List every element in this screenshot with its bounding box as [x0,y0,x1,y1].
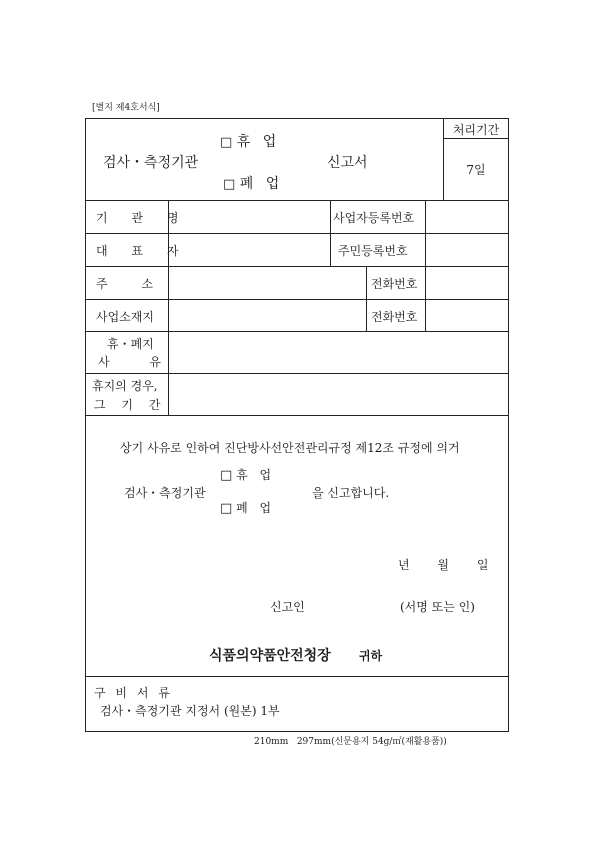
resident-reg-no-field[interactable] [427,235,506,264]
addressee: 식품의약품안전청장 [209,648,331,664]
processing-value: 7일 [466,163,486,177]
label-org-name: 기 관 명 [96,211,189,225]
label-phone: 전화번호 [371,277,418,291]
title-option-2: □ 폐 업 [223,176,284,192]
form-label: [별지 제4호서식] [92,103,160,113]
phone-2-field[interactable] [427,301,506,329]
attachments-header: 구 비 서 류 [94,686,173,700]
org-name-field[interactable] [170,202,328,231]
label-resident-reg-no: 주민등록번호 [338,244,408,258]
date-line: 년 월 일 [398,558,489,572]
declaration-option-2: □ 폐 업 [220,501,276,516]
title-option-1: □ 휴 업 [220,134,281,150]
label-address: 주 소 [96,277,153,291]
period-field[interactable] [170,375,506,413]
checkbox-icon: □ [223,177,236,192]
address-field[interactable] [170,268,364,297]
declaration-suffix: 을 신고합니다. [312,486,390,500]
office-location-field[interactable] [170,301,364,329]
title-suffix: 신고서 [327,155,368,171]
declarant-label: 신고인 [270,600,305,614]
reason-field[interactable] [170,333,506,371]
honorific: 귀하 [359,649,383,663]
label-phone-2: 전화번호 [371,310,418,324]
label-period-1: 휴지의 경우, [92,379,158,393]
label-period-2: 그 기 간 [94,398,161,412]
label-reason-1: 휴・폐지 [107,337,154,351]
signature-label: (서명 또는 인) [400,600,475,614]
paper-spec: 210mm 297mm(신문용지 54g/㎡(재활용품)) [254,737,447,747]
title-org-label: 검사・측정기관 [103,155,199,171]
declaration-option-1: □ 휴 업 [220,468,276,483]
declaration-org: 검사・측정기관 [124,486,206,500]
attachments-item: 검사・측정기관 지정서 (원본) 1부 [100,704,280,718]
phone-field[interactable] [427,268,506,297]
processing-header: 처리기간 [452,123,500,137]
label-business-reg-no: 사업자등록번호 [333,211,415,225]
checkbox-icon: □ [220,135,233,150]
label-representative: 대 표 자 [96,244,189,258]
representative-field[interactable] [170,235,328,264]
checkbox-icon: □ [220,501,233,516]
business-reg-no-field[interactable] [427,202,506,231]
label-office-location: 사업소재지 [96,310,154,324]
checkbox-icon: □ [220,468,233,483]
label-reason-2: 사 유 [98,355,161,369]
declaration-text: 상기 사유로 인하여 진단방사선안전관리규정 제12조 규정에 의거 [120,441,460,455]
